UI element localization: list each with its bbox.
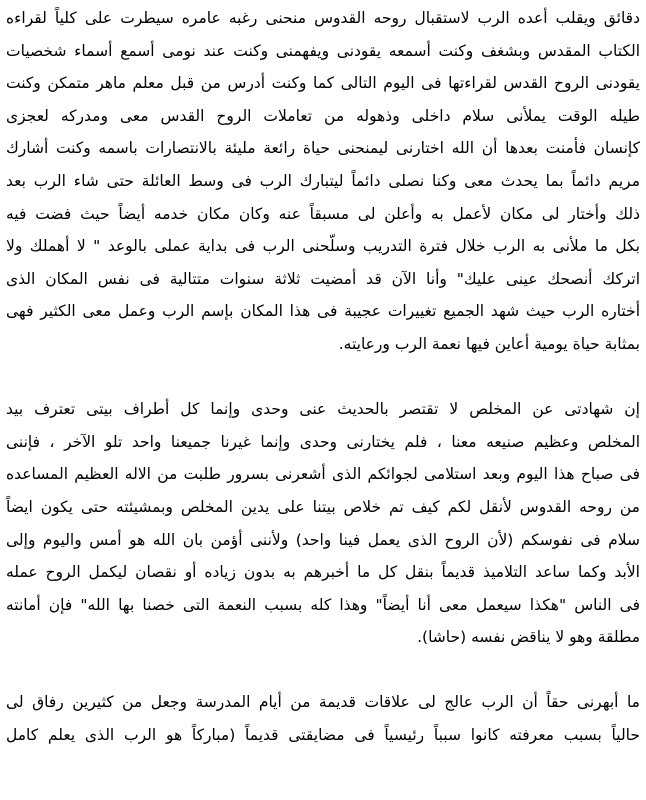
- text-line: المخلص وعظيم صنيعه معنا ، فلم يختارنى وحدى وإنما غيرنا جميعنا واحد تلو الآخر ، فإننى: [6, 432, 640, 451]
- text-line: حالياً بسبب معرفته كانوا سبباً رئيسياً فى مضايقتى قديماً (مباركاً هو الرب الذى يعلم كامل: [6, 726, 640, 745]
- text-line: أختاره الرب حيث شهد الجميع تغييرات عجيبة فى هذا المكان بإسم الرب وعمل معى الكثير فهى: [6, 302, 640, 321]
- text-line: فى الناس "هكذا سيعمل معى أنا أيضاً" وهذا كله بسبب النعمة التى خصنا بها الله" فإن أمانته: [6, 595, 640, 614]
- text-line: كإنسان فأمنت بعدها أن الله اختارنى ليمنحنى حياة رائعة مليئة بالانتصارات باسمه وكنت أشارك: [6, 139, 640, 158]
- text-line: اتركك أنصحك عينى عليك" وأنا الآن قد أمضيت ثلاثة سنوات متتالية فى نفس المكان الذى: [6, 269, 640, 288]
- text-line: إن شهادتى عن المخلص لا تقتصر بالحديث عنى وحدى وإنما كل أطراف بيتى تعترف بيد: [6, 400, 640, 419]
- text-line: يقودنى الروح القدس لقراءتها فى اليوم التالى كما وكنت أدرس من قبل معلم ماهر متمكن وكنت: [6, 74, 640, 93]
- paragraph-3: [6, 686, 640, 751]
- text-line: الكتاب المقدس وبشغف وكنت أسمعه يقودنى ويفهمنى وكنت عند نومى أسمع أسماء شخصيات: [6, 41, 640, 60]
- text-line: من روحه القدوس لأنقل لكم كيف تم خلاص بيتنا على يدين المخلص وبمشيئته حتى يكون ايضاً: [6, 497, 640, 516]
- text-line: دقائق ويقلب أعده الرب لاستقبال روحه القدوس منحنى رغبه عامره سيطرت على كلياً لقراءه: [6, 9, 640, 27]
- paragraph-spacer: [6, 654, 640, 687]
- text-line: مريم دائماً بما يحدث معى وكنا نصلى دائماً ليتبارك الرب فى وسط العائلة حتى شاء الرب بعد: [6, 171, 640, 190]
- text-line: فى صباح هذا اليوم وبعد استلامى لجوائكم الذى أشعرنى بسرور طلبت من الاله العظيم المساعده: [6, 465, 640, 484]
- text-line: سلام فى نفوسكم (لأن الروح الذى يعمل فينا واحد) ولأننى أؤمن بان الله هو أمس واليوم وإلى: [6, 530, 640, 549]
- text-line: بكل ما ملأنى به الرب خلال فترة التدريب وسلّحنى الرب فى بداية عملى بالوعد " لا أهملك ولا: [6, 237, 640, 256]
- text-line: طيله الوقت يملأنى سلام داخلى وذهوله من تعاملات الروح القدس معى ومدركه لعجزى: [6, 106, 640, 125]
- text-line: الأبد وكما ساعد التلاميذ قديماً بنقل كل ما أخبرهم به بدون زياده أو نقصان ليكمل الروح عمله: [6, 563, 640, 582]
- text-line: مطلقة وهو لا يناقض نفسه (حاشا).: [417, 628, 640, 647]
- text-line: ذلك وأختار لى مكان لأعمل به وأعلن لى مسبقاً عنه وكان مكان خدمه أيضاً حيث فضت فيه: [6, 204, 640, 223]
- paragraph-2: [6, 393, 640, 654]
- paragraph-1: [6, 2, 640, 361]
- text-line: بمثابة حياة يومية أعاين فيها نعمة الرب ورعايته.: [338, 334, 640, 353]
- text-line: ما أبهرنى حقاً أن الرب عالج لى علاقات قديمة من أيام المدرسة وجعل من كثيرين رفاق لى: [6, 693, 640, 712]
- paragraph-spacer: [6, 361, 640, 394]
